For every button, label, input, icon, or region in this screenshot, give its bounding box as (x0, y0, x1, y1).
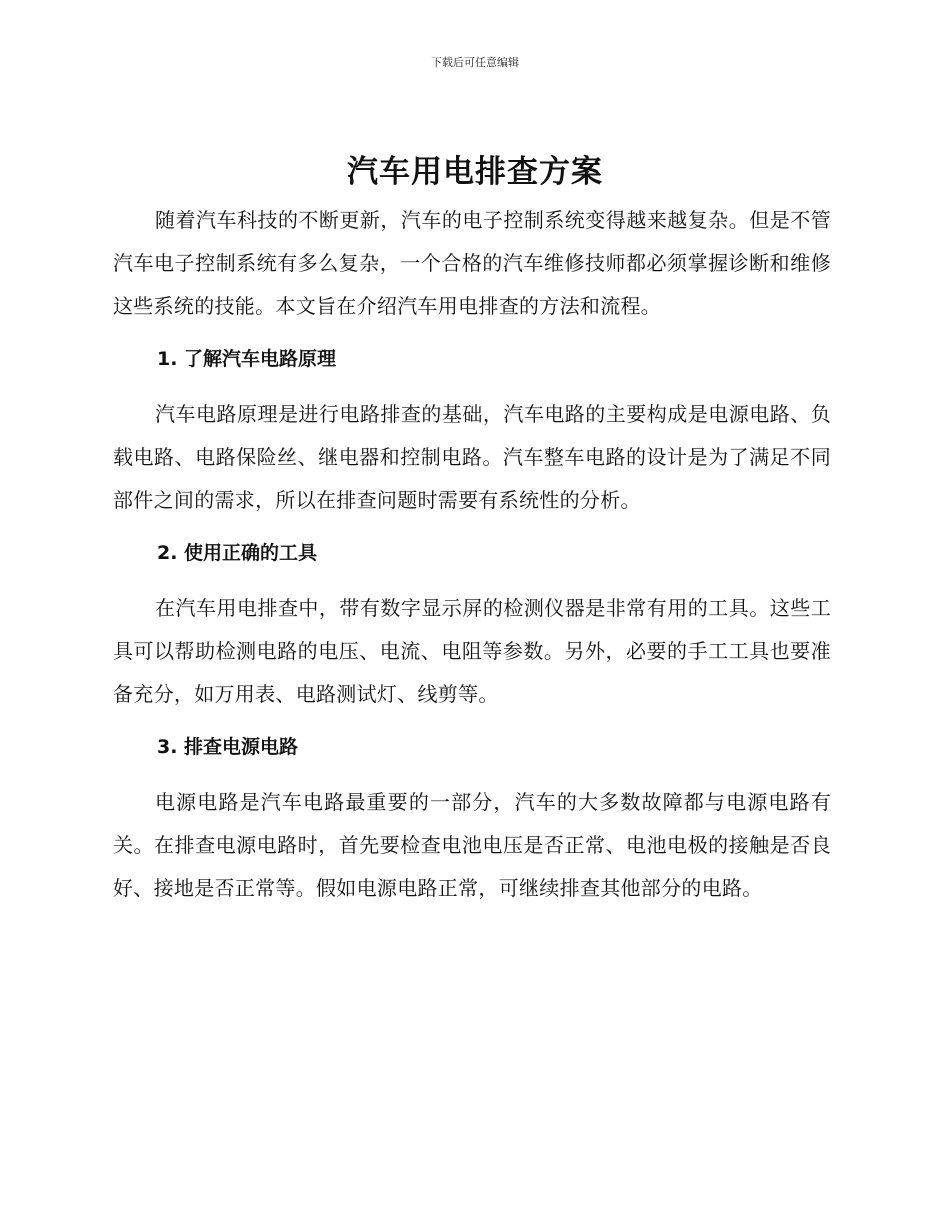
section-heading-2: 2. 使用正确的工具 (157, 542, 318, 564)
section-paragraph-3: 电源电路是汽车电路最重要的一部分，汽车的大多数故障都与电源电路有关。在排查电源电路时，首先要检查电池电压是否正常、电池电极的接触是否良好、接地是否正常等。假如电源电路正常，可继续排查其他部分的电路。 (113, 790, 831, 900)
document-title: 汽车用电排查方案 (347, 154, 603, 190)
section-paragraph-1: 汽车电路原理是进行电路排查的基础，汽车电路的主要构成是电源电路、负载电路、电路保险丝、继电器和控制电路。汽车整车电路的设计是为了满足不同部件之间的需求，所以在排查问题时需要有系统性的分析。 (113, 402, 831, 512)
header-note: 下载后可任意编辑 (431, 56, 519, 69)
section-paragraph-2: 在汽车用电排查中，带有数字显示屏的检测仪器是非常有用的工具。这些工具可以帮助检测电路的电压、电流、电阻等参数。另外，必要的手工工具也要准备充分，如万用表、电路测试灯、线剪等。 (113, 596, 831, 706)
section-heading-3: 3. 排查电源电路 (157, 736, 299, 758)
section-heading-1: 1. 了解汽车电路原理 (157, 348, 337, 370)
intro-paragraph: 随着汽车科技的不断更新，汽车的电子控制系统变得越来越复杂。但是不管汽车电子控制系统有多么复杂，一个合格的汽车维修技师都必须掌握诊断和维修这些系统的技能。本文旨在介绍汽车用电排查的方法和流程。 (113, 208, 831, 318)
